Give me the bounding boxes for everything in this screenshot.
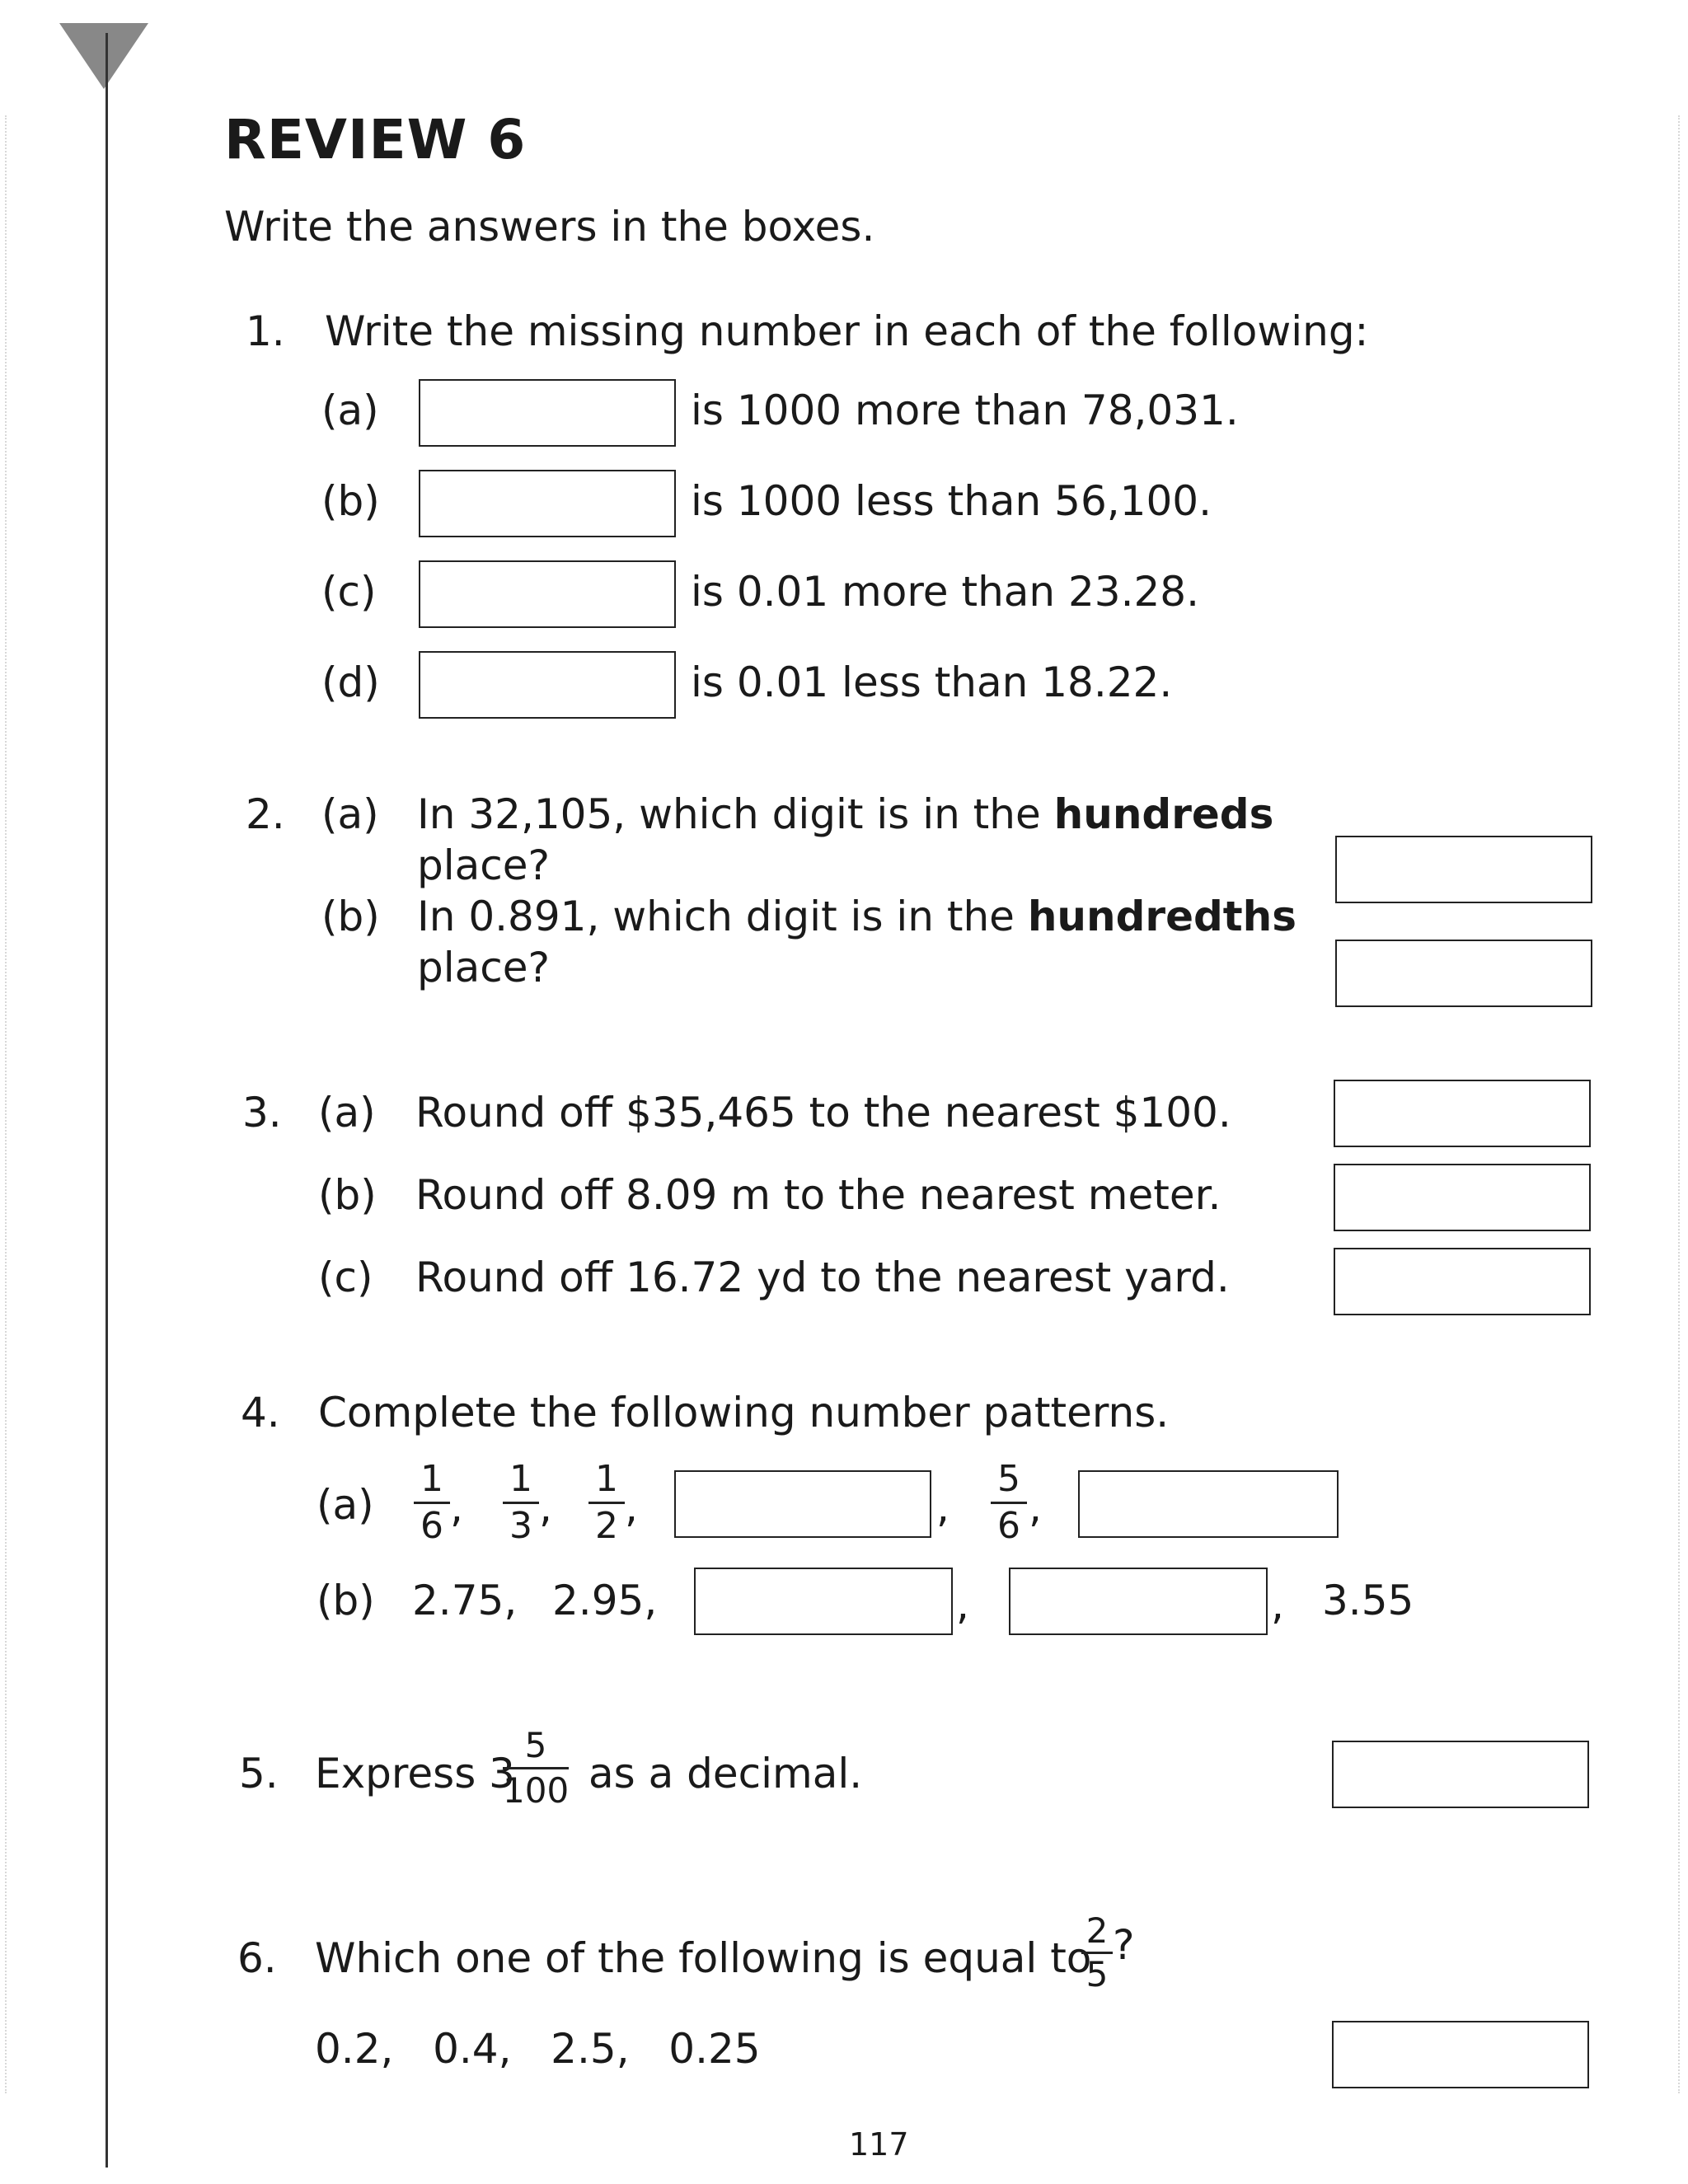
q3b-answer-box[interactable] <box>1334 1164 1591 1231</box>
q4-number: 4. <box>241 1389 280 1436</box>
q1b-answer-box[interactable] <box>419 470 676 537</box>
q4a-label: (a) <box>316 1481 374 1529</box>
q3c-label: (c) <box>318 1254 373 1301</box>
q4a-comma-1: , <box>450 1483 463 1531</box>
q3a-text: Round off $35,465 to the nearest $100. <box>415 1089 1231 1137</box>
q6-text: Which one of the following is equal to <box>315 1934 1092 1982</box>
q1a-text: is 1000 more than 78,031. <box>691 387 1239 434</box>
q2b-label: (b) <box>321 893 380 940</box>
q6-number: 6. <box>237 1934 277 1982</box>
q3b-text: Round off 8.09 m to the nearest meter. <box>415 1171 1221 1219</box>
page-title: REVIEW 6 <box>224 108 527 171</box>
q4a-comma-3: , <box>625 1483 638 1531</box>
q4b-comma-1: , <box>956 1581 969 1629</box>
q2a-text: In 32,105, which digit is in the hundreds <box>417 790 1274 838</box>
q5-fraction: 5 100 <box>503 1725 570 1811</box>
q4a-comma-5: , <box>1029 1483 1042 1531</box>
scan-edge-right <box>1678 115 1680 2093</box>
q4a-fraction-1: 1 6 <box>407 1460 457 1545</box>
q6-question-mark: ? <box>1113 1921 1135 1969</box>
q4a-answer-box-1[interactable] <box>674 1470 931 1538</box>
q3b-label: (b) <box>318 1171 377 1219</box>
q4-prompt: Complete the following number patterns. <box>318 1389 1170 1436</box>
q1b-text: is 1000 less than 56,100. <box>691 477 1212 525</box>
q3c-text: Round off 16.72 yd to the nearest yard. <box>415 1254 1230 1301</box>
q4a-comma-4: , <box>936 1483 950 1531</box>
page-number: 117 <box>849 2126 909 2163</box>
q1d-label: (d) <box>321 658 380 706</box>
q1c-text: is 0.01 more than 23.28. <box>691 568 1200 616</box>
q4b-value-2: 2.95, <box>552 1577 658 1624</box>
q4a-comma-2: , <box>539 1483 552 1531</box>
q6-answer-box[interactable] <box>1332 2021 1589 2088</box>
corner-mark <box>59 23 148 89</box>
scan-edge-left <box>5 115 7 2093</box>
q2-number: 2. <box>246 790 285 838</box>
q1a-answer-box[interactable] <box>419 379 676 447</box>
q2b-answer-box[interactable] <box>1335 940 1592 1007</box>
q4b-answer-box-1[interactable] <box>694 1568 953 1635</box>
q5-text-post: as a decimal. <box>588 1750 863 1797</box>
q2a-text-cont: place? <box>417 841 551 889</box>
q4b-value-1: 2.75, <box>412 1577 518 1624</box>
q1c-label: (c) <box>321 568 377 616</box>
q1d-answer-box[interactable] <box>419 651 676 719</box>
q1-prompt: Write the missing number in each of the following: <box>325 307 1369 355</box>
q4a-answer-box-2[interactable] <box>1078 1470 1339 1538</box>
q5-answer-box[interactable] <box>1332 1741 1589 1808</box>
q3c-answer-box[interactable] <box>1334 1248 1591 1315</box>
q3a-label: (a) <box>318 1089 376 1137</box>
q1d-text: is 0.01 less than 18.22. <box>691 658 1173 706</box>
q4a-fraction-2: 1 3 <box>496 1460 546 1545</box>
instruction: Write the answers in the boxes. <box>224 203 875 251</box>
q5-number: 5. <box>239 1750 279 1797</box>
q1c-answer-box[interactable] <box>419 560 676 628</box>
q5-text-pre: Express 3 <box>315 1750 515 1797</box>
q1-number: 1. <box>246 307 285 355</box>
q1a-label: (a) <box>321 387 379 434</box>
q6-options: 0.2, 0.4, 2.5, 0.25 <box>315 2025 761 2073</box>
q4b-answer-box-2[interactable] <box>1009 1568 1268 1635</box>
q2a-answer-box[interactable] <box>1335 836 1592 903</box>
margin-line <box>106 33 108 2168</box>
q3a-answer-box[interactable] <box>1334 1080 1591 1147</box>
q2a-label: (a) <box>321 790 379 838</box>
q4a-fraction-3: 1 2 <box>582 1460 631 1545</box>
q6-fraction: 2 5 <box>1076 1914 1118 1992</box>
q3-number: 3. <box>242 1089 282 1137</box>
q4b-value-3: 3.55 <box>1322 1577 1414 1624</box>
q4b-label: (b) <box>316 1577 375 1624</box>
q4a-fraction-4: 5 6 <box>984 1460 1034 1545</box>
q2b-text: In 0.891, which digit is in the hundredths <box>417 893 1297 940</box>
q1b-label: (b) <box>321 477 380 525</box>
q2b-text-cont: place? <box>417 944 551 991</box>
q4b-comma-2: , <box>1271 1581 1284 1629</box>
